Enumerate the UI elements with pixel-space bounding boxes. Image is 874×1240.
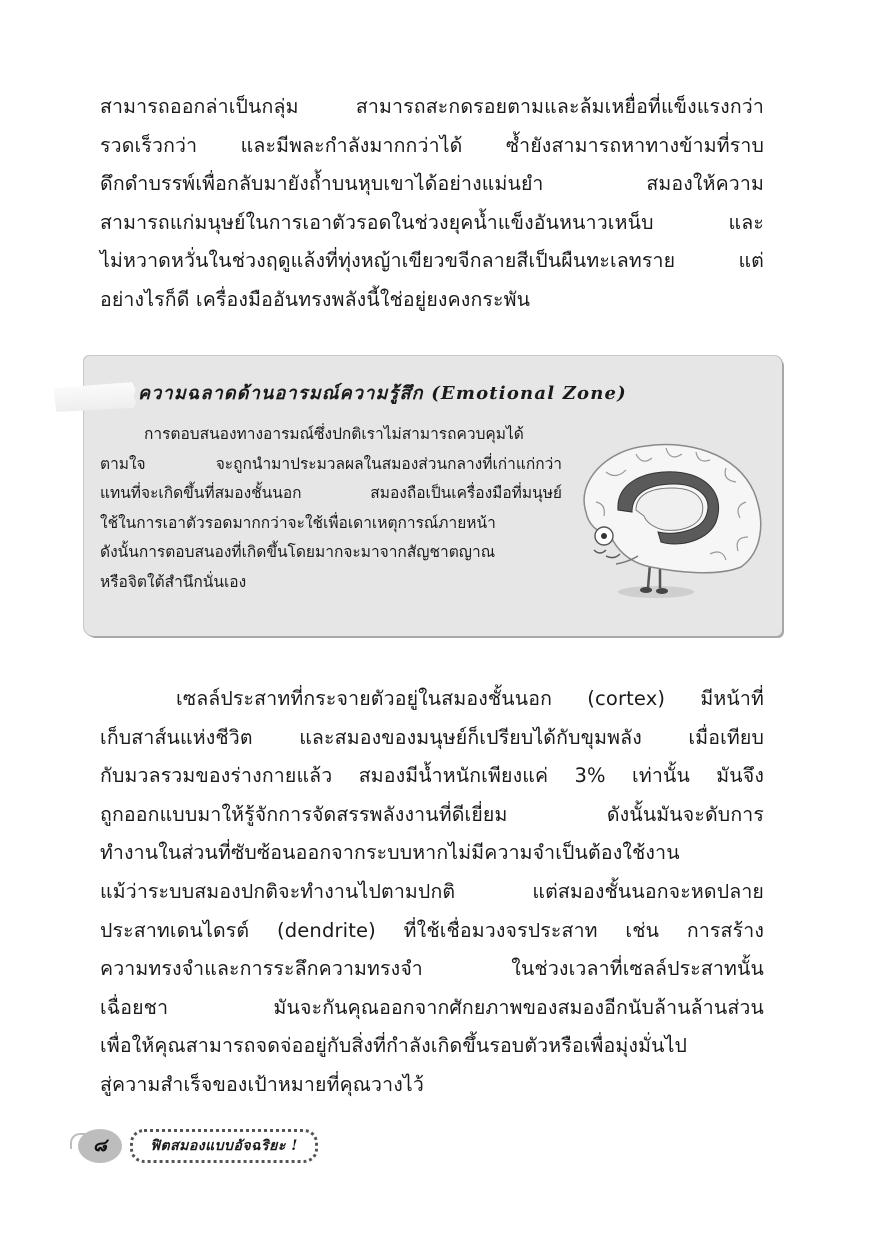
text-line: ประสาทเดนไดรต์ (dendrite) ที่ใช้เชื่อมวงจรประสาท เช่น การสร้าง <box>100 918 764 942</box>
callout-text-line: แทนที่จะเกิดขึ้นที่สมองชั้นนอก สมองถือเป็นเครื่องมือที่มนุษย์ <box>100 484 562 502</box>
body-paragraph-bottom <box>100 680 764 1105</box>
brain-illustration-icon <box>566 432 776 602</box>
text-line: สามารถแก่มนุษย์ในการเอาตัวรอดในช่วงยุคน้ำแข็งอันหนาวเหน็บ และ <box>100 210 764 234</box>
text-line: เซลล์ประสาทที่กระจายตัวอยู่ในสมองชั้นนอก (cortex) มีหน้าที่ <box>176 687 764 710</box>
text-line: เฉื่อยชา มันจะกันคุณออกจากศักยภาพของสมองอีกนับล้านล้านส่วน <box>100 995 764 1019</box>
text-line: ดึกดำบรรพ์เพื่อกลับมายังถ้ำบนหุบเขาได้อย่างแม่นยำ สมองให้ความ <box>100 172 764 196</box>
text-line: ความทรงจำและการระลึกความทรงจำ ในช่วงเวลาที่เซลล์ประสาทนั้น <box>100 957 764 981</box>
callout-text-line: หรือจิตใต้สำนึกนั่นเอง <box>100 572 247 591</box>
page-number: ๘ <box>93 1135 107 1156</box>
callout-body <box>100 420 562 597</box>
text-line: รวดเร็วกว่า และมีพละกำลังมากกว่าได้ ซ้ำยังสามารถหาทางข้ามที่ราบ <box>100 133 764 157</box>
text-line: ทำงานในส่วนที่ซับซ้อนออกจากระบบหากไม่มีความจำเป็นต้องใช้งาน <box>100 841 680 865</box>
text-line: กับมวลรวมของร่างกายแล้ว สมองมีน้ำหนักเพียงแค่ 3% เท่านั้น มันจึง <box>100 764 764 788</box>
callout-title: ความฉลาดด้านอารมณ์ความรู้สึก (Emotional Zone) <box>138 383 627 404</box>
text-line: สู่ความสำเร็จของเป้าหมายที่คุณวางไว้ <box>100 1072 424 1096</box>
text-line: เพื่อให้คุณสามารถจดจ่ออยู่กับสิ่งที่กำลังเกิดขึ้นรอบตัวหรือเพื่อมุ่งมั่นไป <box>100 1034 688 1058</box>
tape-decoration-icon <box>53 382 136 412</box>
callout-text-line: ตามใจ จะถูกนำมาประมวลผลในสมองส่วนกลางที่เก่าแก่กว่า <box>100 454 562 473</box>
text-line: ถูกออกแบบมาให้รู้จักการจัดสรรพลังงานที่ดีเยี่ยม ดังนั้นมันจะดับการ <box>100 802 764 826</box>
body-paragraph-top <box>100 88 764 320</box>
text-line: ไม่หวาดหวั่นในช่วงฤดูแล้งที่ทุ่งหญ้าเขียวขจีกลายสีเป็นผืนทะเลทราย แต่ <box>100 249 764 273</box>
callout-text-line: ดังนั้นการตอบสนองที่เกิดขึ้นโดยมากจะมาจากสัญชาตญาณ <box>100 543 496 561</box>
callout-text-line: การตอบสนองทางอารมณ์ซึ่งปกติเราไม่สามารถควบคุมได้ <box>144 425 524 443</box>
callout-text-line: ใช้ในการเอาตัวรอดมากกว่าจะใช้เพื่อเดาเหตุการณ์ภายหน้า <box>100 513 496 532</box>
text-line: แม้ว่าระบบสมองปกติจะทำงานไปตามปกติ แต่สมองชั้นนอกจะหดปลาย <box>100 879 764 903</box>
running-footer-book-title: ฟิตสมองแบบอัจฉริยะ ! <box>130 1129 318 1163</box>
text-line: เก็บสาส์นแห่งชีวิต และสมองของมนุษย์ก็เปรียบได้กับขุมพลัง เมื่อเทียบ <box>100 725 764 749</box>
text-line: อย่างไรก็ดี เครื่องมืออันทรงพลังนี้ใช่อยู่ยงคงกระพัน <box>100 287 531 311</box>
page-number-badge <box>78 1129 122 1163</box>
text-line: สามารถออกล่าเป็นกลุ่ม สามารถสะกดรอยตามและล้มเหยื่อที่แข็งแรงกว่า <box>100 95 764 118</box>
